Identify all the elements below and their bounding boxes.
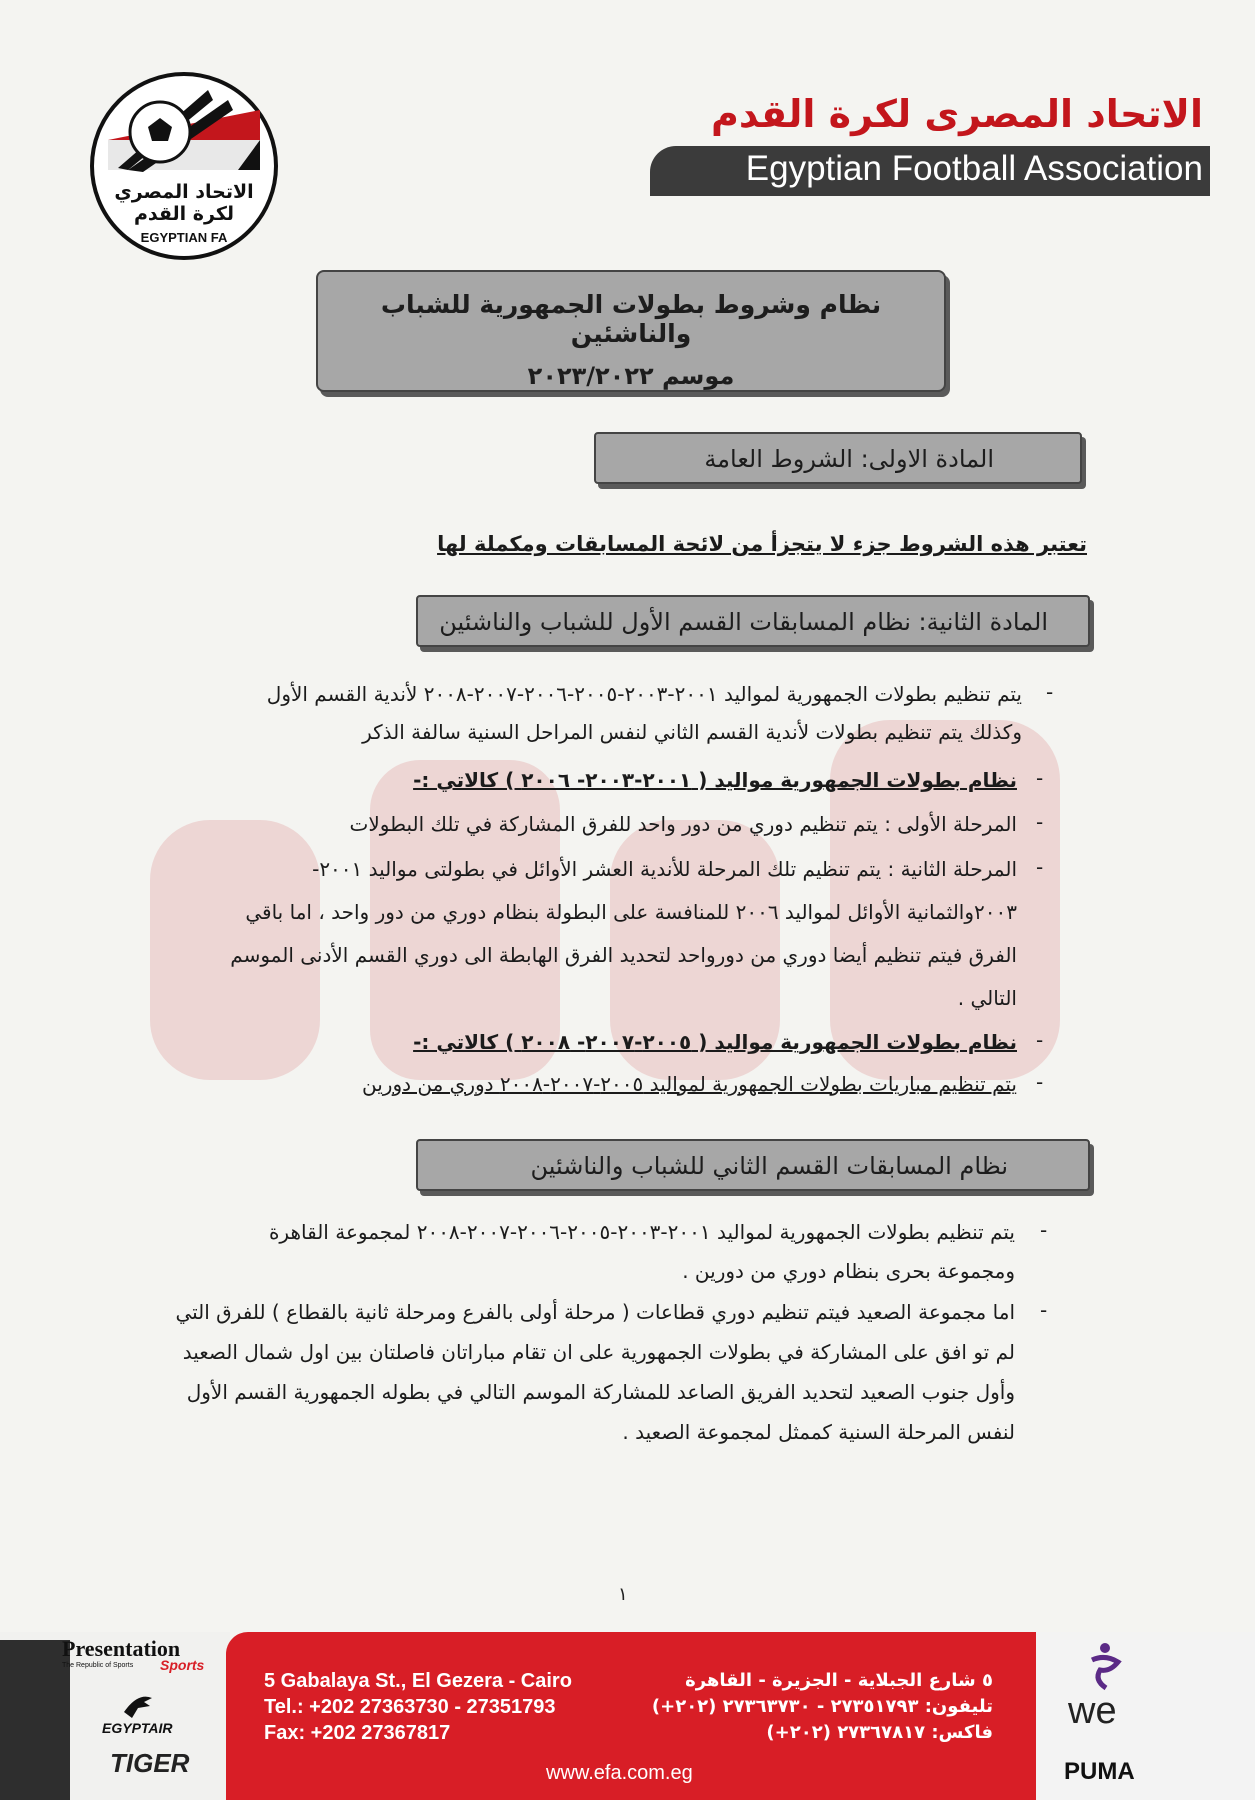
document-title-box xyxy=(316,270,946,392)
season-label: موسم ٢٠٢٣/٢٠٢٢ xyxy=(527,362,735,390)
address-arabic: ٥ شارع الجبلاية - الجزيرة - القاهرة xyxy=(685,1670,993,1691)
article3-title: نظام المسابقات القسم الثاني للشباب والناشئين xyxy=(416,1139,1090,1191)
fax-arabic: فاكس: ٢٧٣٦٧٨١٧ (٢٠٢+) xyxy=(766,1722,993,1743)
bullet-dash: - xyxy=(1036,1028,1044,1052)
page-number: ١ xyxy=(618,1584,628,1605)
article2-stage1: المرحلة الأولى : يتم تنظيم دوري من دور واحد للفرق المشاركة في تلك البطولات xyxy=(349,812,1017,836)
bullet-dash: - xyxy=(1040,1218,1048,1242)
sponsor-presentation-logo: Presentation xyxy=(62,1636,181,1661)
address-english: 5 Gabalaya St., El Gezera - Cairo xyxy=(264,1670,572,1692)
logo-text-2: لكرة القدم xyxy=(133,203,235,225)
article2-stage2-line2: ٢٠٠٣والثمانية الأوائل لمواليد ٢٠٠٦ للمنافسة على البطولة بنظام دوري من دور واحد ، اما باقي xyxy=(245,900,1017,924)
bullet-dash: - xyxy=(1036,855,1044,879)
article3-p2-line4: لنفس المرحلة السنية كممثل لمجموعة الصعيد . xyxy=(622,1420,1015,1444)
sponsor-egyptair-logo: EGYPTAIR xyxy=(102,1720,173,1736)
article3-p2-line2: لم تو افق على المشاركة في بطولات الجمهورية على ان تقام مباراتان فاصلتان بين اول شمال الصعيد xyxy=(182,1340,1015,1364)
org-title-arabic: الاتحاد المصرى لكرة القدم xyxy=(711,92,1203,136)
sponsor-we-logo: we xyxy=(1068,1690,1117,1732)
article3-p1-line1: يتم تنظيم بطولات الجمهورية لمواليد ٢٠٠١-٢٠٠٣-٢٠٠٥-٢٠٠٦-٢٠٠٧-٢٠٠٨ لمجموعة القاهرة xyxy=(268,1220,1015,1244)
logo-text-1: الاتحاد المصري xyxy=(114,181,254,203)
sponsor-puma-logo: PUMA xyxy=(1064,1758,1135,1785)
fax-english: Fax: +202 27367817 xyxy=(264,1722,451,1744)
egyptair-horus-icon xyxy=(120,1690,156,1720)
article3-p1-line2: ومجموعة بحرى بنظام دوري من دورين . xyxy=(682,1259,1015,1283)
article1-statement: تعتبر هذه الشروط جزء لا يتجزأ من لائحة المسابقات ومكملة لها xyxy=(437,532,1087,556)
sponsor-tiger-logo: TIGER xyxy=(110,1748,190,1778)
article2-stage2-line1: المرحلة الثانية : يتم تنظيم تلك المرحلة للأندية العشر الأوائل في بطولتى مواليد ٢٠٠١- xyxy=(312,857,1017,881)
article2-p2: يتم تنظيم مباريات بطولات الجمهورية لمواليد ٢٠٠٥-٢٠٠٧-٢٠٠٨ دوري من دورين xyxy=(362,1072,1017,1096)
phone-english: Tel.: +202 27363730 - 27351793 xyxy=(264,1696,556,1718)
footer-dark-strip xyxy=(0,1640,70,1800)
website-link[interactable]: www.efa.com.eg xyxy=(546,1762,693,1784)
article2-p1-line1: يتم تنظيم بطولات الجمهورية لمواليد ٢٠٠١-٢٠٠٣-٢٠٠٥-٢٠٠٦-٢٠٠٧-٢٠٠٨ لأندية القسم الأول xyxy=(266,682,1022,706)
article2-stage2-line4: التالي . xyxy=(957,986,1017,1010)
org-title-english: Egyptian Football Association xyxy=(745,149,1203,188)
logo-text-en: EGYPTIAN FA xyxy=(140,230,228,245)
bullet-dash: - xyxy=(1036,810,1044,834)
document-title: نظام وشروط بطولات الجمهورية للشباب والناشئين xyxy=(380,290,882,348)
article2-heading2: نظام بطولات الجمهورية مواليد ( ٢٠٠٥-٢٠٠٧- ٢٠٠٨ ) كالاتي :- xyxy=(413,1030,1017,1054)
article2-heading1: نظام بطولات الجمهورية مواليد ( ٢٠٠١-٢٠٠٣- ٢٠٠٦ ) كالاتي :- xyxy=(413,768,1017,792)
article3-p2-line1: اما مجموعة الصعيد فيتم تنظيم دوري قطاعات ( مرحلة أولى بالفرع ومرحلة ثانية بالقطاع ) للفرق التي xyxy=(175,1300,1015,1324)
bullet-dash: - xyxy=(1046,680,1054,704)
we-brand-icon xyxy=(1080,1640,1130,1696)
bullet-dash: - xyxy=(1036,1070,1044,1094)
efa-logo xyxy=(88,70,280,262)
article2-p1-line2: وكذلك يتم تنظيم بطولات لأندية القسم الثاني لنفس المراحل السنية سالفة الذكر xyxy=(362,720,1022,744)
article3-p2-line3: وأول جنوب الصعيد لتحديد الفريق الصاعد للمشاركة الموسم التالي في بطوله الجمهورية القسم الأول xyxy=(186,1380,1015,1404)
article1-title: المادة الاولى: الشروط العامة xyxy=(594,432,1082,484)
phone-arabic: تليفون: ٢٧٣٥١٧٩٣ - ٢٧٣٦٣٧٣٠ (٢٠٢+) xyxy=(651,1696,993,1717)
sponsor-presentation-tag: The Republic of Sports xyxy=(62,1662,134,1669)
bullet-dash: - xyxy=(1036,766,1044,790)
article2-stage2-line3: الفرق فيتم تنظيم أيضا دوري من دورواحد لتحديد الفرق الهابطة الى دوري القسم الأدنى الموسم xyxy=(230,943,1017,967)
bullet-dash: - xyxy=(1040,1298,1048,1322)
sponsor-presentation-sub: Sports xyxy=(160,1657,205,1673)
article2-title: المادة الثانية: نظام المسابقات القسم الأول للشباب والناشئين xyxy=(416,595,1090,647)
